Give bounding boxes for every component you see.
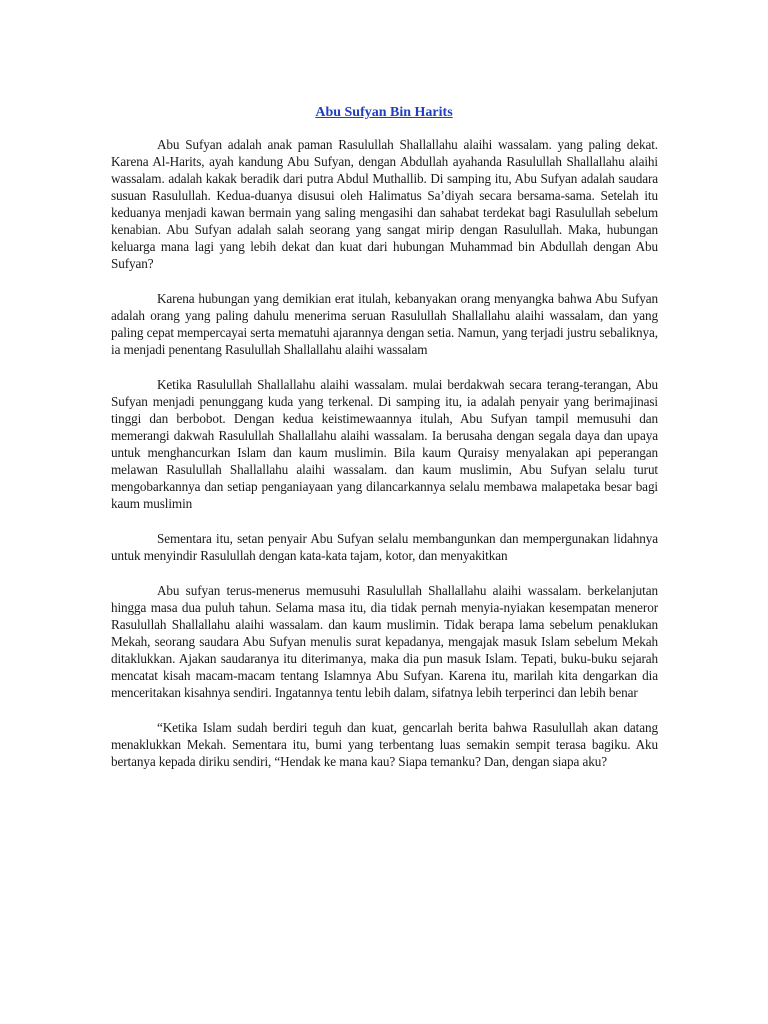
paragraph-2: Karena hubungan yang demikian erat itulah, kebanyakan orang menyangka bahwa Abu Sufyan adalah orang yang paling dahulu menerima seruan Rasulullah Shallallahu alaihi wassalam, dan yang paling cepat mempercayai serta mematuhi ajarannya dengan setia. Namun, yang terjadi justru sebaliknya, ia menjadi penentang Rasulullah Shallallahu alaihi wassalam (111, 291, 658, 357)
paragraph-1: Abu Sufyan adalah anak paman Rasulullah Shallallahu alaihi wassalam. yang paling dekat. Karena Al-Harits, ayah kandung Abu Sufyan, dengan Abdullah ayahanda Rasulullah Shallallahu alaihi wassalam. adalah kakak beradik dari putra Abdul Muthallib. Di samping itu, Abu Sufyan adalah saudara susuan Rasulullah. Kedua-duanya disusui oleh Halimatus Sa’diyah secara bersama-sama. Setelah itu keduanya menjadi kawan bermain yang saling mengasihi dan sahabat terdekat bagi Rasulullah sebelum kenabian. Abu Sufyan adalah salah seorang yang sangat mirip dengan Rasulullah. Maka, hubungan keluarga mana lagi yang lebih dekat dan kuat dari hubungan Muhammad bin Abdullah dengan Abu Sufyan? (111, 137, 658, 271)
document-title[interactable]: Abu Sufyan Bin Harits (315, 105, 453, 120)
paragraph-5: Abu sufyan terus-menerus memusuhi Rasulullah Shallallahu alaihi wassalam. berkelanjutan hingga masa dua puluh tahun. Selama masa itu, dia tidak pernah menyia-nyiakan kesempatan meneror Rasulullah Shallallahu alaihi wassalam. dan kaum muslimin. Tidak berapa lama sebelum penaklukan Mekah, seorang saudara Abu Sufyan menulis surat kepadanya, mengajak masuk Islam sebelum Mekah ditaklukkan. Ajakan saudaranya itu diterimanya, maka dia pun masuk Islam. Tepati, buku-buku sejarah mencatat kisah macam-macam tentang Islamnya Abu Sufyan. Karena itu, marilah kita dengarkan dia menceritakan kisahnya sendiri. Ingatannya tentu lebih dalam, sifatnya lebih terperinci dan lebih benar (111, 583, 658, 700)
paragraph-6: “Ketika Islam sudah berdiri teguh dan kuat, gencarlah berita bahwa Rasulullah akan datang menaklukkan Mekah. Sementara itu, bumi yang terbentang luas semakin sempit terasa bagiku. Aku bertanya kepada diriku sendiri, “Hendak ke mana kau? Siapa temanku? Dan, dengan siapa aku? (111, 720, 658, 769)
document-body (111, 136, 658, 788)
paragraph-4: Sementara itu, setan penyair Abu Sufyan selalu membangunkan dan mempergunakan lidahnya untuk menyindir Rasulullah dengan kata-kata tajam, kotor, dan menyakitkan (111, 531, 658, 563)
paragraph-3: Ketika Rasulullah Shallallahu alaihi wassalam. mulai berdakwah secara terang-terangan, Abu Sufyan menjadi penunggang kuda yang terkenal. Di samping itu, ia adalah penyair yang berimajinasi tinggi dan berbobot. Dengan kedua keistimewaannya itulah, Abu Sufyan tampil memusuhi dan memerangi dakwah Rasulullah Shallallahu alaihi wassalam. Ia berusaha dengan segala daya dan upaya untuk menghancurkan Islam dan kaum muslimin. Bila kaum Quraisy menyalakan api peperangan melawan Rasulullah Shallallahu alaihi wassalam. dan kaum muslimin, Abu Sufyan selalu turut mengobarkannya dan setiap penganiayaan yang dilancarkannya selalu membawa malapetaka besar bagi kaum muslimin (111, 377, 658, 511)
